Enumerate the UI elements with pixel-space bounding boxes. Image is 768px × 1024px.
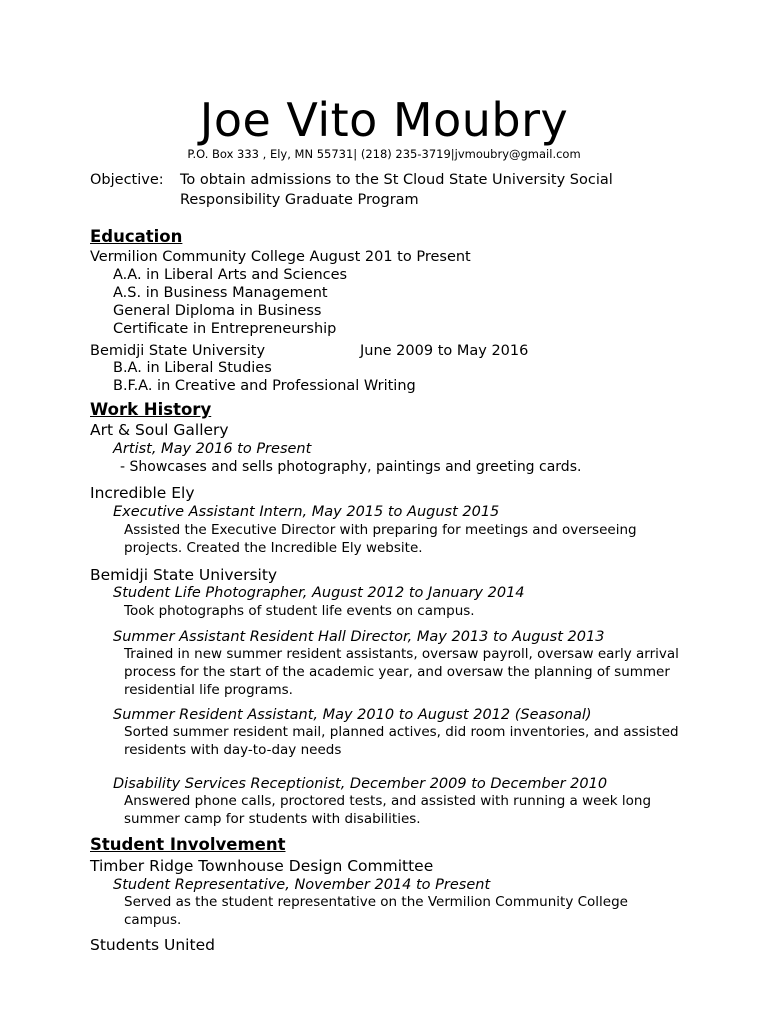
job-title: Summer Assistant Resident Hall Director, May 2013 to August 2013 — [113, 629, 605, 645]
employer-name: Incredible Ely — [90, 484, 195, 502]
job-description: Assisted the Executive Director with preparing for meetings and overseeing projects. Created the Incredible Ely website. — [124, 522, 637, 556]
job-title: Disability Services Receptionist, December 2009 to December 2010 — [113, 776, 608, 792]
school-name: Bemidji State University — [90, 343, 266, 359]
organization-name: Students United — [90, 936, 215, 954]
job-description: Took photographs of student life events on campus. — [124, 603, 475, 619]
job-description: - Showcases and sells photography, paintings and greeting cards. — [120, 459, 582, 475]
degree-item: A.S. in Business Management — [113, 285, 328, 301]
job-description: Sorted summer resident mail, planned actives, did room inventories, and assisted residents with day-to-day needs — [124, 724, 679, 758]
job-title: Summer Resident Assistant, May 2010 to August 2012 (Seasonal) — [113, 707, 592, 723]
degree-item: General Diploma in Business — [113, 303, 322, 319]
job-title: Executive Assistant Intern, May 2015 to August 2015 — [113, 504, 500, 520]
student-involvement-heading: Student Involvement — [90, 835, 286, 854]
job-description: Trained in new summer resident assistants, oversaw payroll, oversaw early arrival process for the start of the academic year, and oversaw the planning of summer residential life programs. — [124, 646, 679, 698]
objective-text: To obtain admissions to the St Cloud State University Social Responsibility Graduate Program — [180, 172, 613, 208]
degree-item: A.A. in Liberal Arts and Sciences — [113, 267, 348, 283]
job-title: Student Life Photographer, August 2012 to January 2014 — [113, 585, 525, 601]
employer-name: Art & Soul Gallery — [90, 421, 229, 439]
involvement-description: Served as the student representative on the Vermilion Community College campus. — [124, 894, 628, 928]
degree-item: Certificate in Entrepreneurship — [113, 321, 337, 337]
work-history-heading: Work History — [90, 400, 212, 419]
job-title: Artist, May 2016 to Present — [113, 441, 312, 457]
school-name: Vermilion Community College August 201 to Present — [90, 249, 471, 265]
involvement-role: Student Representative, November 2014 to Present — [113, 877, 491, 893]
job-description: Answered phone calls, proctored tests, and assisted with running a week long summer camp for students with disabilities. — [124, 793, 652, 827]
objective-label: Objective: — [90, 172, 164, 188]
school-dates: June 2009 to May 2016 — [360, 343, 529, 359]
degree-item: B.A. in Liberal Studies — [113, 360, 272, 376]
employer-name: Bemidji State University — [90, 566, 278, 584]
applicant-name: Joe Vito Moubry — [199, 93, 569, 147]
organization-name: Timber Ridge Townhouse Design Committee — [90, 857, 434, 875]
contact-line: P.O. Box 333 , Ely, MN 55731| (218) 235-3719|jvmoubry@gmail.com — [187, 147, 581, 161]
degree-item: B.F.A. in Creative and Professional Writing — [113, 378, 416, 394]
education-heading: Education — [90, 227, 183, 246]
